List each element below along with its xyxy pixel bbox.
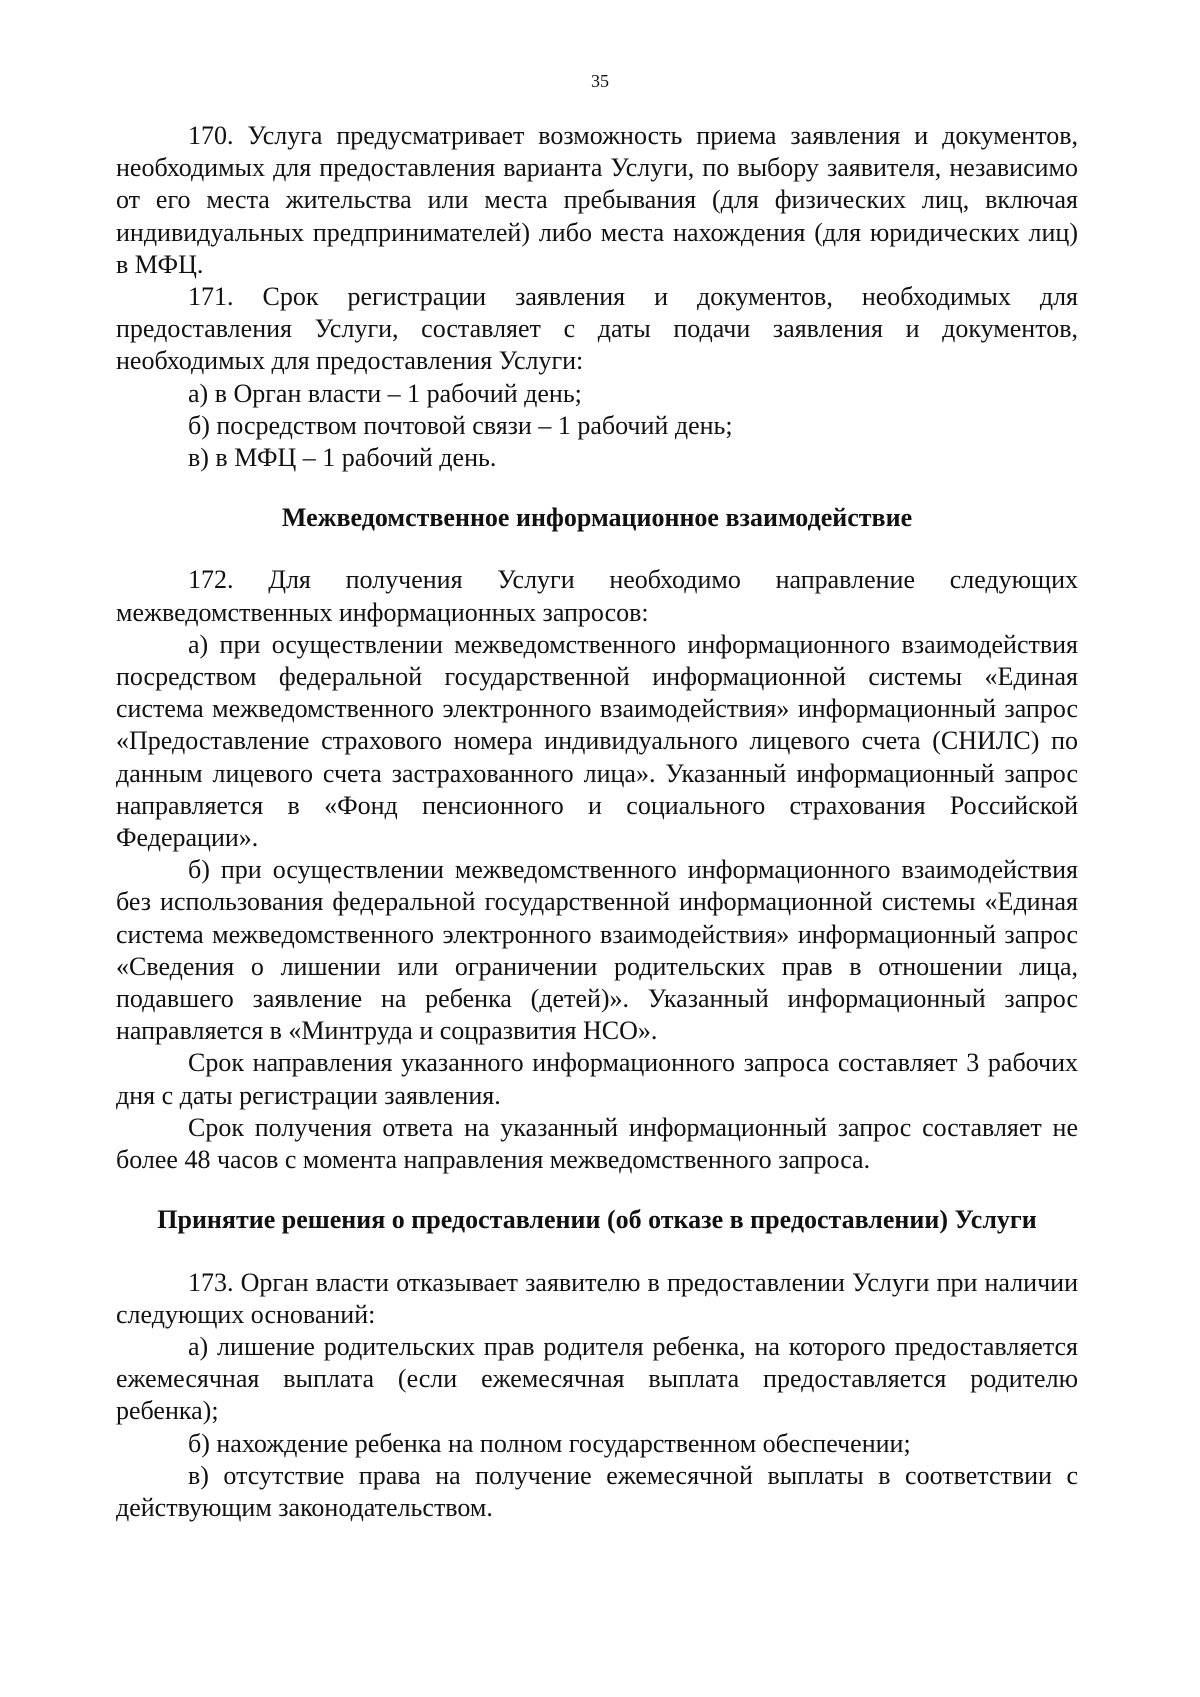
page-number: 35 (591, 71, 609, 91)
list-item-173-b: б) нахождение ребенка на полном государственном обеспечении; (188, 1428, 911, 1458)
paragraph-response-deadline: Срок получения ответа на указанный информационный запрос составляет не более 48 часов с момента направления межведомственного запроса. (116, 1112, 1078, 1175)
list-item-172-a: а) при осуществлении межведомственного информационного взаимодействия посредством федеральной государственной информационной системы «Единая система межведомственного электронного взаимодействия» информационный запрос «Предоставление страхового номера индивидуального лицевого счета (СНИЛС) по данным лицевого счета застрахованного лица». Указанный информационный запрос направляется в «Фонд пенсионного и социального страхования Российской Федерации». (116, 629, 1078, 853)
paragraph-173: 173. Орган власти отказывает заявителю в предоставлении Услуги при наличии следующих оснований: (116, 1267, 1078, 1329)
paragraph-request-deadline: Срок направления указанного информационного запроса составляет 3 рабочих дня с даты регистрации заявления. (116, 1048, 1078, 1110)
paragraph-171: 171. Срок регистрации заявления и документов, необходимых для предоставления Услуги, составляет с даты подачи заявления и документов, необходимых для предоставления Услуги: (116, 282, 1078, 376)
list-item-173-a: а) лишение родительских прав родителя ребенка, на которого предоставляется ежемесячная выплата (если ежемесячная выплата предоставляется родителю ребенка); (116, 1331, 1078, 1426)
section-heading-interagency: Межведомственное информационное взаимодействие (281, 503, 913, 533)
paragraph-172: 172. Для получения Услуги необходимо направление следующих межведомственных информационных запросов: (116, 565, 1078, 627)
list-item-171-a: а) в Орган власти – 1 рабочий день; (188, 378, 582, 408)
section-heading-decision: Принятие решения о предоставлении (об отказе в предоставлении) Услуги (157, 1205, 1037, 1235)
paragraph-170: 170. Услуга предусматривает возможность приема заявления и документов, необходимых для предоставления варианта Услуги, по выбору заявителя, независимо от его места жительства или места пребывания (для физических лиц, включая индивидуальных предпринимателей) либо места нахождения (для юридических лиц) в МФЦ. (116, 121, 1078, 279)
list-item-171-b: б) посредством почтовой связи – 1 рабочий день; (188, 410, 733, 440)
document-body (116, 120, 1078, 1524)
list-item-171-c: в) в МФЦ – 1 рабочий день. (188, 443, 497, 473)
list-item-173-c: в) отсутствие права на получение ежемесячной выплаты в соответствии с действующим законодательством. (116, 1460, 1078, 1522)
list-item-172-b: б) при осуществлении межведомственного информационного взаимодействия без использования федеральной государственной информационной системы «Единая система межведомственного электронного взаимодействия» информационный запрос «Сведения о лишении или ограничении родительских прав в отношении лица, подавшего заявление на ребенка (детей)». Указанный информационный запрос направляется в «Минтруда и соцразвития НСО». (116, 855, 1078, 1046)
